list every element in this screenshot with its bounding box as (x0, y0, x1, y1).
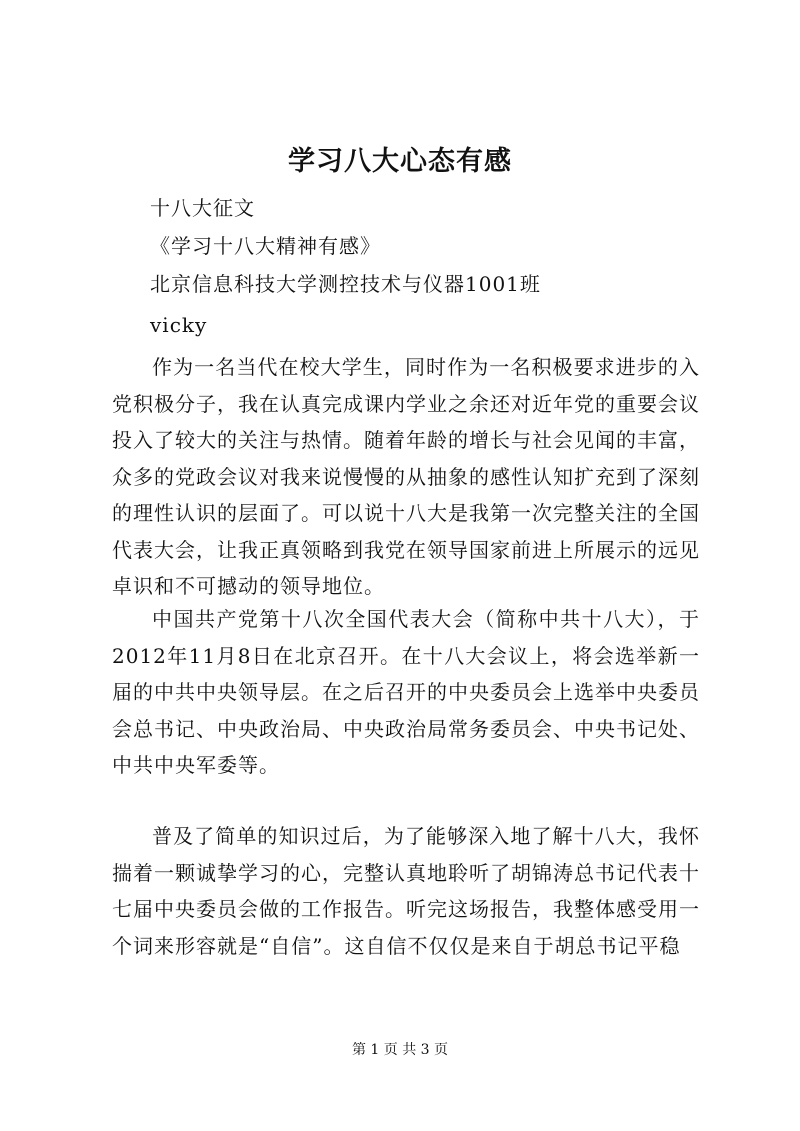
body-paragraph-3: 普及了简单的知识过后，为了能够深入地了解十八大，我怀揣着一颗诚挚学习的心，完整认真地聆听了胡锦涛总书记代表十七届中央委员会做的工作报告。听完这场报告，我整体感受用一个词来形容就是“自信”。这自信不仅仅是来自于胡总书记平稳 (112, 824, 700, 958)
page-number-footer: 第 1 页 共 3 页 (351, 1042, 449, 1058)
document-title: 学习八大心态有感 (288, 146, 512, 177)
header-line-author-name: vicky (150, 313, 208, 337)
header-line-essay-category: 十八大征文 (150, 196, 255, 220)
body-paragraph-2: 中国共产党第十八次全国代表大会（简称中共十八大），于2012年11月8日在北京召开。在十八大会议上，将会选举新一届的中共中央领导层。在之后召开的中央委员会上选举中央委员会总书记、中央政治局、中央政治局常务委员会、中央书记处、中共中央军委等。 (112, 607, 700, 777)
header-line-essay-title: 《学习十八大精神有感》 (150, 234, 381, 258)
body-paragraph-1: 作为一名当代在校大学生，同时作为一名积极要求进步的入党积极分子，我在认真完成课内学业之余还对近年党的重要会议投入了较大的关注与热情。随着年龄的增长与社会见闻的丰富，众多的党政会议对我来说慢慢的从抽象的感性认知扩充到了深刻的理性认识的层面了。可以说十八大是我第一次完整关注的全国代表大会，让我正真领略到我党在领导国家前进上所展示的远见卓识和不可撼动的领导地位。 (112, 355, 700, 598)
header-line-author-affiliation: 北京信息科技大学测控技术与仪器1001班 (150, 272, 541, 296)
